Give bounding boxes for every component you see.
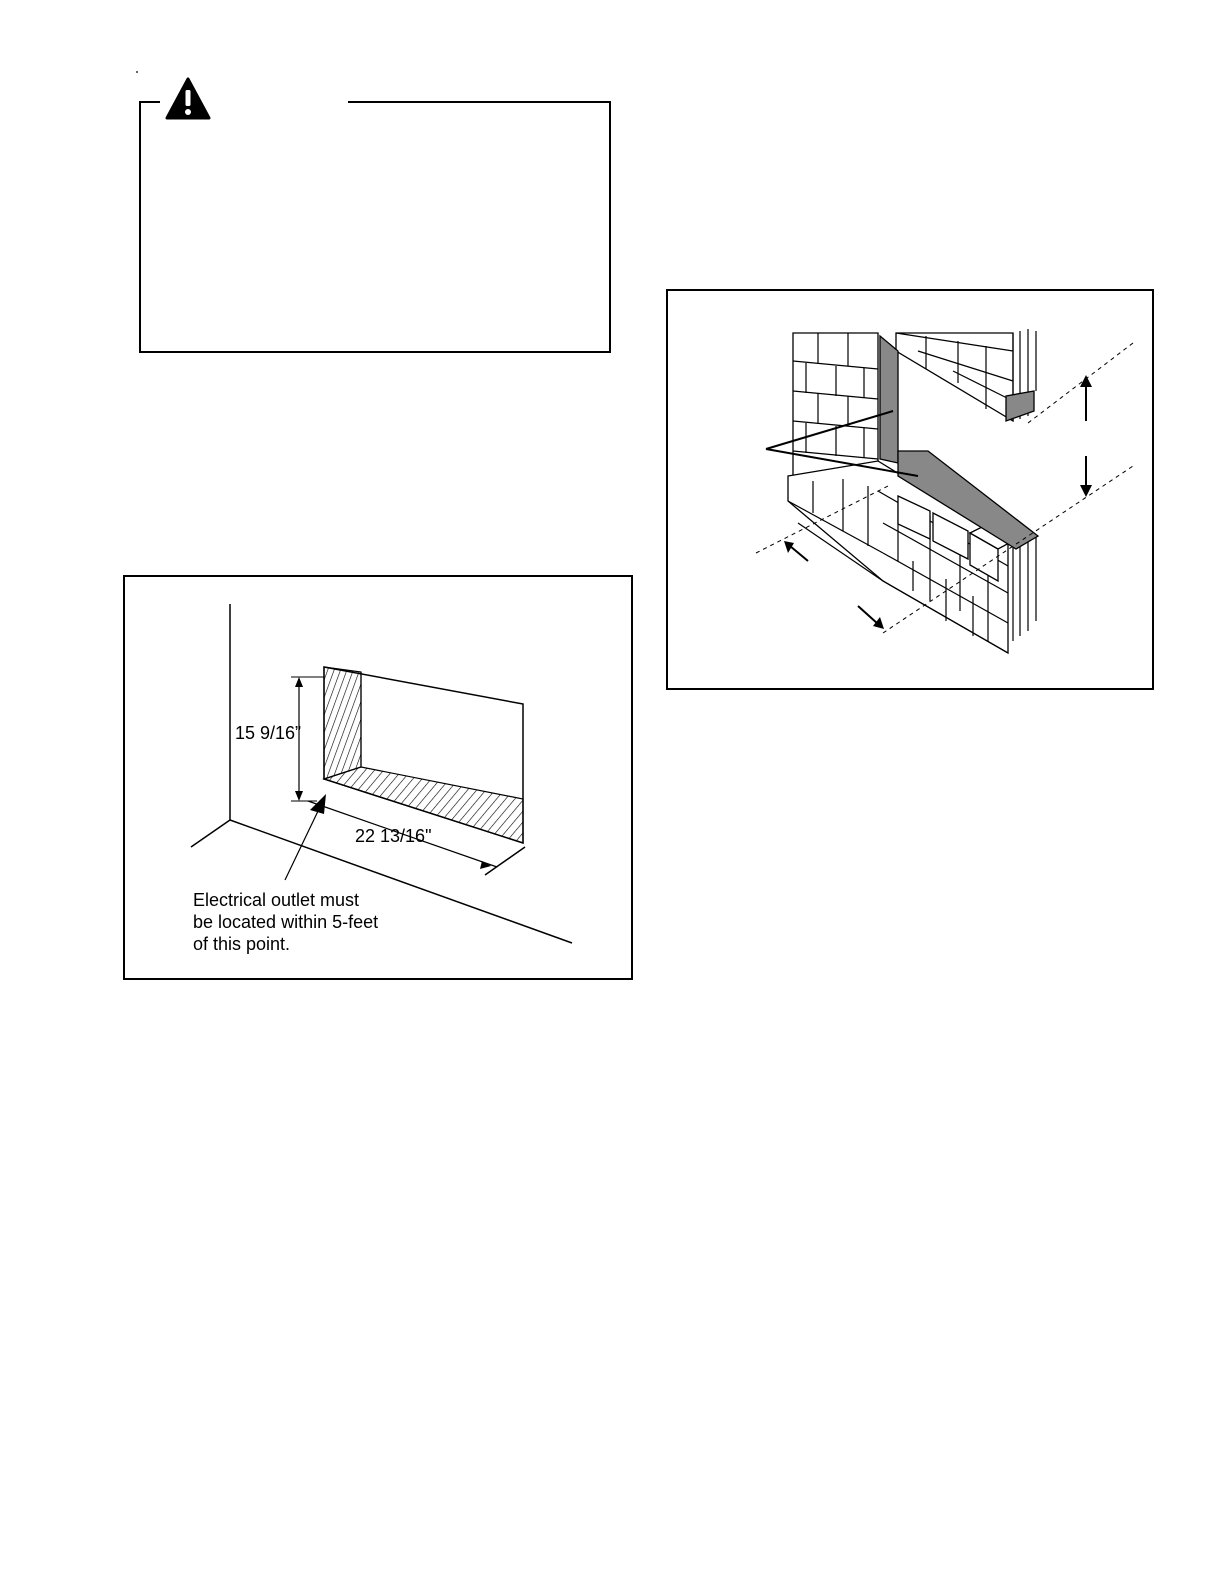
brick-wall-opening-illustration	[668, 291, 1156, 692]
warning-box	[130, 75, 620, 360]
caption-line-3: of this point.	[193, 934, 291, 954]
figure-recess	[123, 575, 633, 980]
caption-line-1: Electrical outlet must	[193, 890, 360, 910]
figure-brick-opening	[666, 289, 1154, 690]
width-dimension-label: 22 13/16"	[355, 826, 432, 846]
outlet-caption	[193, 889, 378, 955]
height-dimension-label: 15 9/16”	[235, 723, 302, 743]
warning-triangle-icon	[167, 79, 209, 118]
caption-line-2: be located within 5-feet	[193, 912, 379, 932]
stray-mark	[136, 71, 138, 73]
